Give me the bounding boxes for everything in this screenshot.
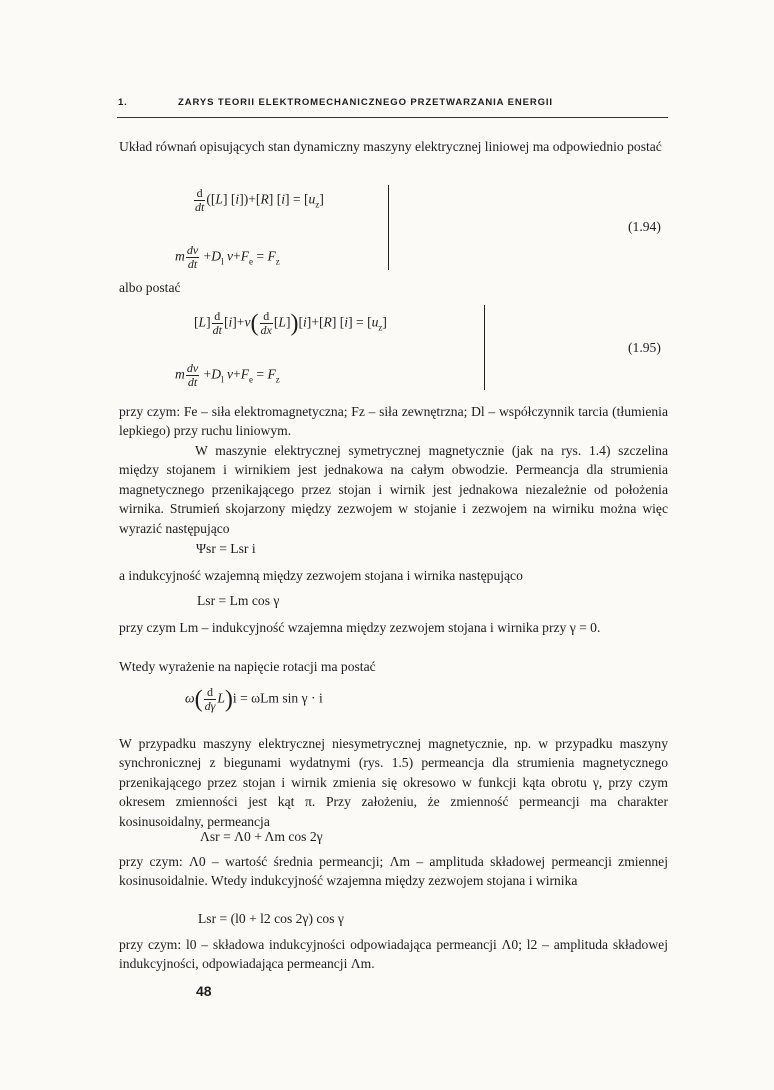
equation-mutual-inductance: Lsr = Lm cos γ	[197, 593, 280, 608]
paragraph-symmetric-machine: W maszynie elektrycznej symetrycznej magnetycznie (jak na rys. 1.4) szczelina między stojanem i wirnikiem jest jednakowa na całym obwodzie. Permeancja dla strumienia magnetycznego przenikającego przez stojan i wirnik jest jednakowa niezależnie od położenia wirnika. Strumień skojarzony między zezwojem w stojanie i zezwojem na wirniku można więc wyrazić następująco	[119, 443, 668, 536]
paragraph-inductance-terms: przy czym: l0 – składowa indukcyjności odpowiadająca permeancji Λ0; l2 – amplituda składowej indukcyjności, odpowiadająca permeancji Λm.	[119, 937, 668, 972]
equation-flux: Ψsr = Lsr i	[196, 541, 256, 556]
header-rule	[117, 117, 668, 118]
equation-195-label: (1.95)	[628, 340, 661, 355]
equation-194-line2: m $\frac{dv}{dt}$ $+D_l$ $v+F_e = F_z$	[175, 243, 280, 271]
equation-194-label: (1.94)	[628, 219, 661, 234]
equation-inductance: Lsr = (l0 + l2 cos 2γ) cos γ	[198, 911, 344, 926]
equation-permeance: Λsr = Λ0 + Λm cos 2γ	[200, 829, 323, 844]
paragraph-permeance-terms: przy czym: Λ0 – wartość średnia permeancji; Λm – amplituda składowej permeancji zmiennej kosinusoidalnie. Wtedy indukcyjność wzajemna między zezwojem stojana i wirnika	[119, 854, 668, 889]
chapter-number: 1.	[118, 97, 128, 108]
paragraph-rotation-voltage: Wtedy wyrażenie na napięcie rotacji ma postać	[119, 659, 376, 674]
paragraph-albo: albo postać	[119, 280, 181, 295]
equation-rotation-voltage: ω( $\frac{d}{d\gamma}$ L)i = ωLm sin γ · i	[185, 685, 323, 713]
equation-195-line1: [L] $\frac{d}{dt}$ [i]+v( $\frac{d}{dx}$ [L])[i]+[R] $[i] = [u_z]$	[194, 309, 387, 337]
paragraph-definitions: przy czym: Fe – siła elektromagnetyczna; Fz – siła zewnętrzna; Dl – współczynnik tarcia (tłumienia lepkiego) przy ruchu liniowym.	[119, 404, 668, 439]
equation-194-brace	[384, 185, 389, 270]
paragraph-intro: Układ równań opisujących stan dynamiczny maszyny elektrycznej liniowej ma odpowiednio postać	[119, 139, 662, 154]
equation-rotation-voltage-rhs: i = ωLm sin γ · i	[232, 690, 323, 706]
equation-195-brace	[480, 305, 485, 390]
paragraph-mutual-intro: a indukcyjność wzajemną między zezwojem stojana i wirnika następująco	[119, 568, 523, 583]
paragraph-lm-definition: przy czym Lm – indukcyjność wzajemna między zezwojem stojana i wirnika przy γ = 0.	[119, 620, 601, 635]
equation-195-line2: m $\frac{dv}{dt}$ $+D_l$ $v+F_e = F_z$	[175, 361, 280, 389]
paragraph-asymmetric-machine: W przypadku maszyny elektrycznej niesymetrycznej magnetycznie, np. w przypadku maszyny synchronicznej z biegunami wydatnymi (rys. 1.5) permeancja dla strumienia magnetycznego przenikającego przez stojan i wirnik zmienia się okresowo w funkcji kąta obrotu γ, przy czym okresem zmienności jest kąt π. Przy założeniu, że zmienność permeancji ma charakter kosinusoidalny, permeancja	[119, 736, 668, 829]
page-number: 48	[196, 983, 212, 999]
equation-194-line1: $\frac{d}{dt}$ ([L] [i])+[R] $[i] = [u_z]$	[195, 186, 324, 214]
chapter-title: ZARYS TEORII ELEKTROMECHANICZNEGO PRZETWARZANIA ENERGII	[178, 97, 553, 108]
